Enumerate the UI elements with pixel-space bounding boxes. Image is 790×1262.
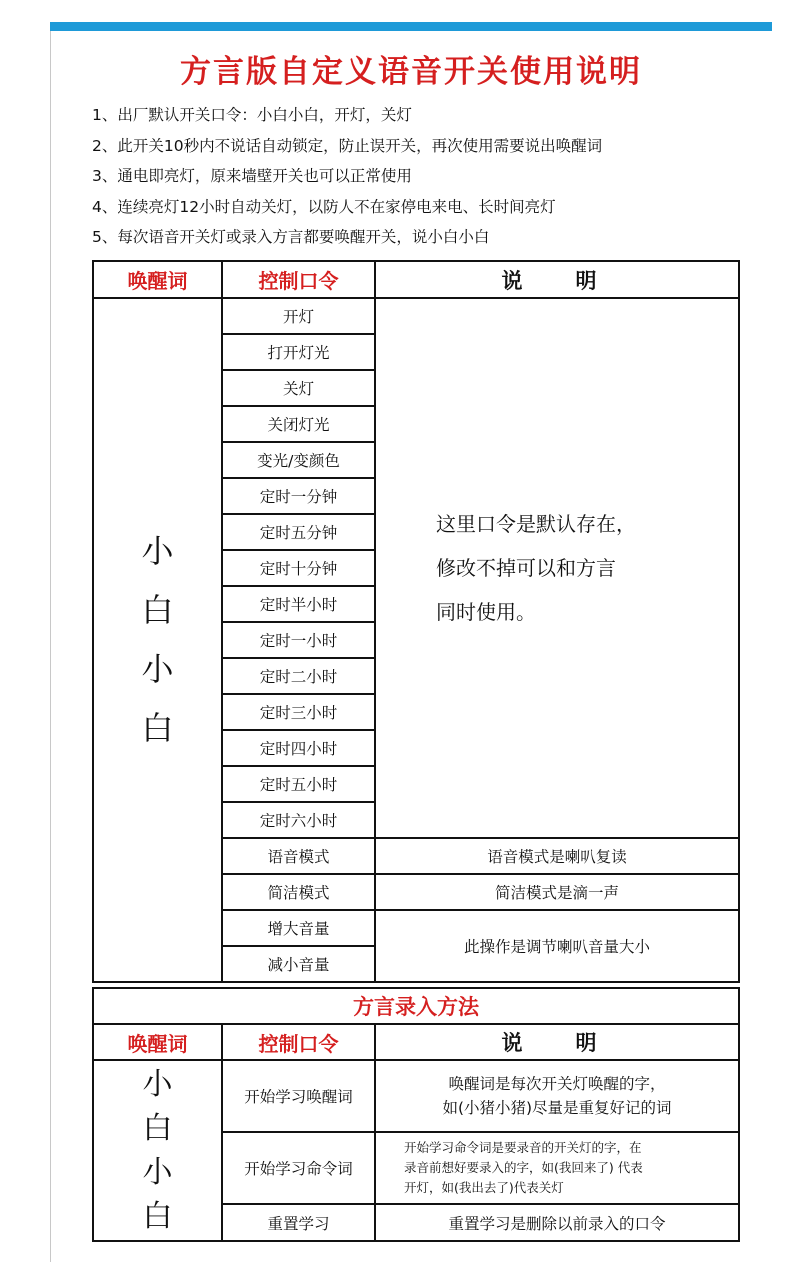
command-cell: 打开灯光 — [222, 334, 375, 370]
mode-description-cell: 语音模式是喇叭复读 — [375, 838, 739, 874]
wake-char: 白 — [142, 1110, 173, 1146]
description-line: 开始学习命令词是要录音的开关灯的字，在 — [404, 1140, 642, 1155]
command-cell: 定时一分钟 — [222, 478, 375, 514]
command-cell: 语音模式 — [222, 838, 375, 874]
header-wake-word: 唤醒词 — [93, 1024, 222, 1060]
wake-char: 小 — [142, 1066, 173, 1102]
note-item: 2、此开关10秒内不说话自动锁定，防止误开关，再次使用需要说出唤醒词 — [92, 136, 603, 155]
wake-char: 小 — [142, 1154, 173, 1190]
wake-char: 小 — [141, 650, 174, 688]
notes-list — [92, 100, 772, 253]
command-cell: 减小音量 — [222, 946, 375, 982]
command-cell: 定时四小时 — [222, 730, 375, 766]
command-cell: 定时十分钟 — [222, 550, 375, 586]
command-cell: 定时二小时 — [222, 658, 375, 694]
wake-char: 白 — [141, 709, 174, 747]
wake-char: 白 — [142, 1198, 173, 1234]
description-line: 唤醒词是每次开关灯唤醒的字， — [448, 1075, 666, 1093]
note-item: 4、连续亮灯12小时自动关灯，以防人不在家停电来电、长时间亮灯 — [92, 197, 556, 216]
default-description-cell — [375, 298, 739, 838]
command-cell: 定时五分钟 — [222, 514, 375, 550]
left-border-line — [50, 31, 51, 1262]
dialect-entry-table — [92, 987, 740, 1242]
command-cell: 开始学习命令词 — [222, 1132, 375, 1204]
top-accent-bar — [50, 22, 772, 31]
description-line: 如(小猪小猪)尽量是重复好记的词 — [442, 1099, 672, 1117]
description-line: 同时使用。 — [436, 600, 536, 624]
note-item: 3、通电即亮灯，原来墙壁开关也可以正常使用 — [92, 167, 412, 185]
header-description: 说 明 — [375, 1024, 739, 1060]
command-cell: 定时三小时 — [222, 694, 375, 730]
header-description: 说 明 — [375, 261, 739, 298]
command-cell: 关闭灯光 — [222, 406, 375, 442]
volume-description-cell: 此操作是调节喇叭音量大小 — [375, 910, 739, 982]
command-cell: 定时五小时 — [222, 766, 375, 802]
section-title: 方言录入方法 — [93, 988, 739, 1024]
command-cell: 简洁模式 — [222, 874, 375, 910]
command-cell: 变光/变颜色 — [222, 442, 375, 478]
command-cell: 定时一小时 — [222, 622, 375, 658]
wake-word-cell — [93, 298, 222, 982]
page-title: 方言版自定义语音开关使用说明 — [180, 54, 642, 90]
command-cell: 开灯 — [222, 298, 375, 334]
wake-char: 白 — [141, 591, 174, 629]
command-cell: 定时六小时 — [222, 802, 375, 838]
learning-description-cell — [375, 1060, 739, 1132]
command-cell: 开始学习唤醒词 — [222, 1060, 375, 1132]
description-line: 开灯，如(我出去了)代表关灯 — [404, 1180, 564, 1195]
learning-description-cell — [375, 1132, 739, 1204]
header-command: 控制口令 — [222, 1024, 375, 1060]
wake-word-cell — [93, 1060, 222, 1241]
learning-description-cell: 重置学习是删除以前录入的口令 — [375, 1204, 739, 1241]
mode-description-cell: 简洁模式是滴一声 — [375, 874, 739, 910]
command-cell: 定时半小时 — [222, 586, 375, 622]
header-wake-word: 唤醒词 — [93, 261, 222, 298]
header-command: 控制口令 — [222, 261, 375, 298]
note-item: 5、每次语音开关灯或录入方言都要唤醒开关，说小白小白 — [92, 228, 490, 246]
description-line: 录音前想好要录入的字，如(我回来了) 代表 — [404, 1160, 643, 1175]
command-cell: 重置学习 — [222, 1204, 375, 1241]
description-line: 这里口令是默认存在， — [436, 512, 636, 536]
command-cell: 增大音量 — [222, 910, 375, 946]
note-item: 1、出厂默认开关口令：小白小白，开灯，关灯 — [92, 106, 412, 124]
wake-char: 小 — [141, 532, 174, 570]
default-commands-table — [92, 260, 740, 983]
description-line: 修改不掉可以和方言 — [436, 556, 616, 580]
command-cell: 关灯 — [222, 370, 375, 406]
